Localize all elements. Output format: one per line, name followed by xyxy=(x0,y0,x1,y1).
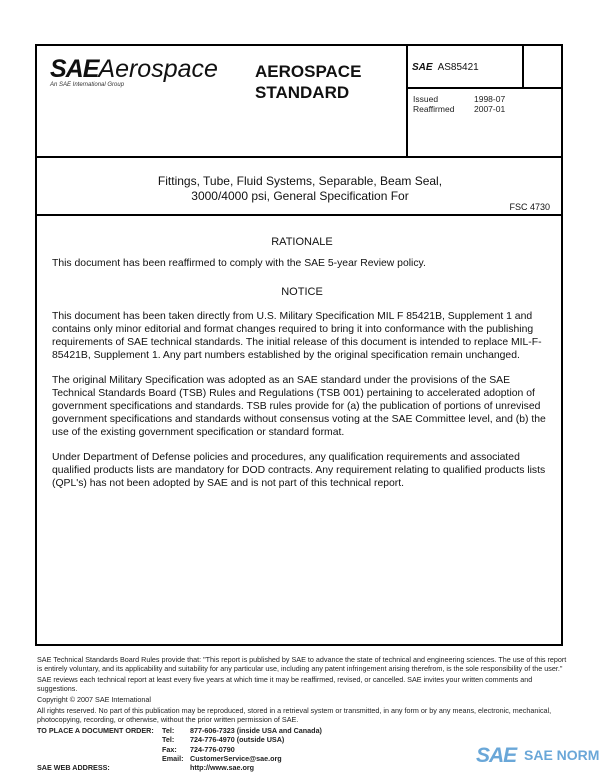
watermark-logo: SAE xyxy=(476,744,517,767)
divider xyxy=(406,87,563,89)
contact-label: Tel: xyxy=(162,735,175,745)
notice-paragraph: The original Military Specification was adopted as an SAE standard under the provisions of the SAE Technical Standards Board (TSB) Rules and Regulations (TSB 001) pertaining to accelerated adoption of government specifications and standards. TSB rules provide for (a) the publication of portions of unrevised government specifications and standards without consensus voting at the SAE Committee level, and (b) the use of the existing government specification or standard format. xyxy=(52,375,546,438)
order-label: TO PLACE A DOCUMENT ORDER: xyxy=(37,726,154,735)
contact-value: 877-606-7323 (inside USA and Canada) xyxy=(190,726,322,735)
notice-paragraph: This document has been taken directly from U.S. Military Specification MIL F 85421B, Supplement 1 and contains only minor editorial and format changes required to bring it into conformance with the publishing requirements of SAE technical standards. The initial release of this document is intended to replace MIL-F-85421B, Supplement 1. Any part numbers established by the original specification remain unchanged. xyxy=(52,311,542,361)
email-link[interactable]: CustomerService@sae.org xyxy=(190,753,282,763)
divider xyxy=(406,44,408,157)
sae-aerospace-logo: SAEAerospace xyxy=(50,55,218,83)
footer-paragraph: SAE reviews each technical report at least every five years at which time it may be reaffirmed, revised, or cancelled. SAE invites your written comments and suggestions. xyxy=(37,675,533,693)
contact-label: Fax: xyxy=(162,744,177,754)
web-label: SAE WEB ADDRESS: xyxy=(37,763,110,773)
rationale-heading: RATIONALE xyxy=(271,236,333,248)
watermark-text: SAE NORM xyxy=(524,747,600,763)
issued-date: 1998-07 xyxy=(474,94,506,104)
contact-label: Email: xyxy=(162,753,184,763)
footer-paragraph: All rights reserved. No part of this publication may be reproduced, stored in a retrieval system or transmitted, in any form or by any means, electronic, mechanical, photocopying, recording, or otherwise, without the prior written permission of SAE. xyxy=(37,706,552,724)
reaffirmed-label: Reaffirmed xyxy=(413,104,455,114)
web-link[interactable]: http://www.sae.org xyxy=(190,763,255,773)
document-title: Fittings, Tube, Fluid Systems, Separable, Beam Seal, 3000/4000 psi, General Specification For xyxy=(157,174,443,203)
divider xyxy=(522,44,524,88)
contact-value: 724-776-0790 xyxy=(190,744,235,754)
contact-label: Tel: xyxy=(162,726,175,735)
rationale-text: This document has been reaffirmed to comply with the SAE 5-year Review policy. xyxy=(52,258,426,269)
divider xyxy=(35,214,563,216)
document-number: SAE AS85421 xyxy=(412,62,479,73)
document-body xyxy=(52,236,552,490)
copyright: Copyright © 2007 SAE International xyxy=(37,695,151,704)
contact-value: 724-776-4970 (outside USA) xyxy=(190,735,285,745)
issued-label: Issued xyxy=(413,94,439,104)
notice-heading: NOTICE xyxy=(281,286,323,298)
footer-paragraph: SAE Technical Standards Board Rules provide that: "This report is published by SAE to advance the state of technical and engineering sciences. The use of this report is entirely voluntary, and its applicability and suitability for any particular use, including any patent infringement arising therefrom, is the sole responsibility of the user." xyxy=(37,655,567,673)
notice-paragraph: Under Department of Defense policies and procedures, any qualification requirements and associated qualified products lists are mandatory for DOD contracts. Any requirement relating to qualified products lists (QPL's) has not been adopted by SAE and is not part of this technical report. xyxy=(52,452,546,489)
standard-type: AEROSPACE STANDARD xyxy=(255,62,362,102)
reaffirmed-date: 2007-01 xyxy=(474,104,506,114)
divider xyxy=(35,156,563,158)
logo-subtitle: An SAE International Group xyxy=(50,82,125,88)
fsc-code: FSC 4730 xyxy=(509,202,550,212)
